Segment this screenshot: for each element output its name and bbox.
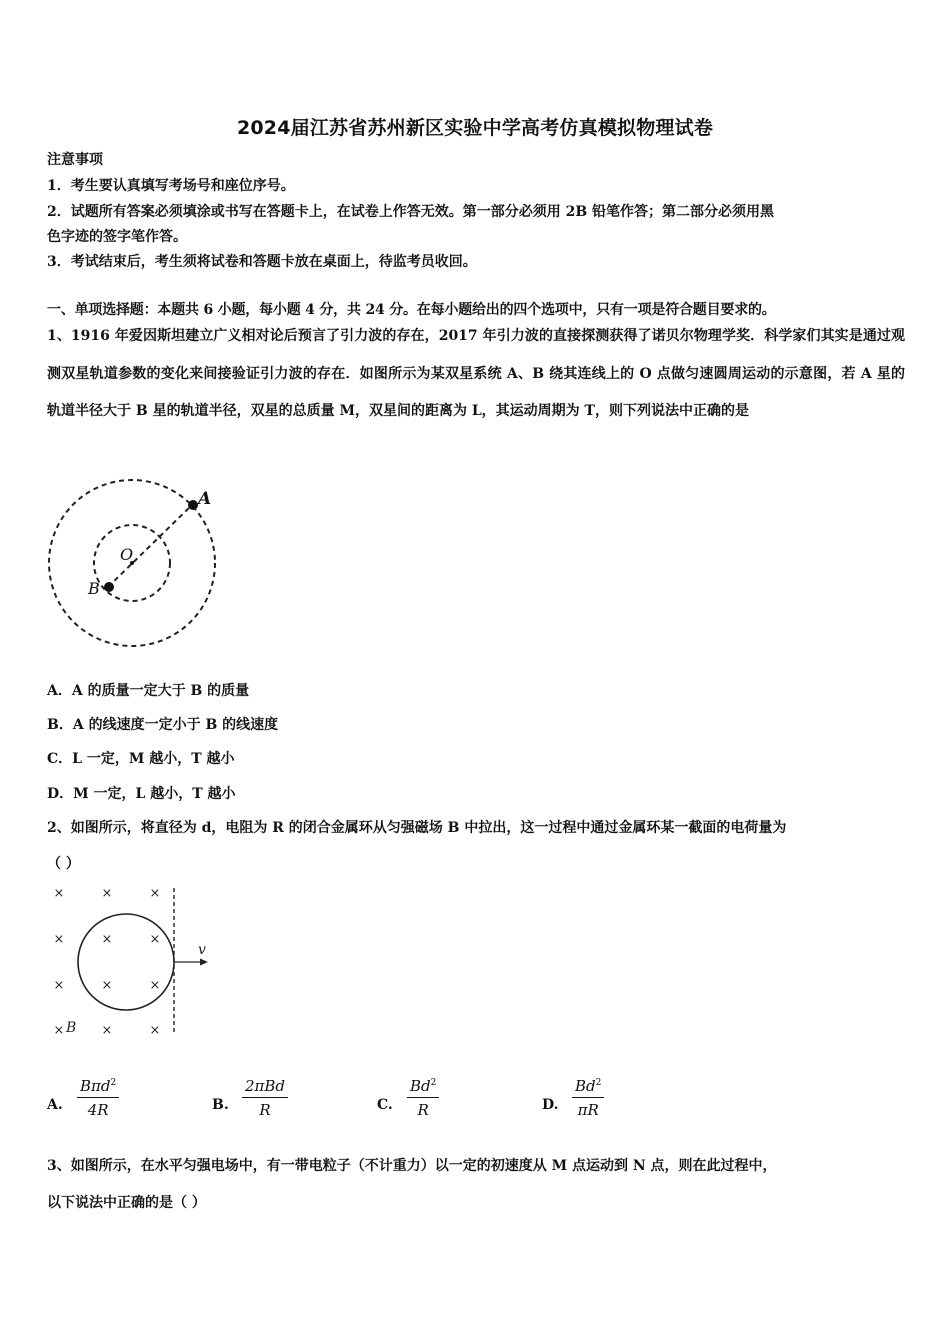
- q1-option-b[interactable]: B．A 的线速度一定小于 B 的线速度: [47, 717, 279, 733]
- label-o: O: [120, 545, 134, 564]
- page-title: 2024届江苏省苏州新区实验中学高考仿真模拟物理试卷: [236, 117, 714, 139]
- label-v: v: [198, 942, 206, 958]
- section-heading: 一、单项选择题：本题共 6 小题，每小题 4 分，共 24 分。在每小题给出的四个选项中，只有一项是符合题目要求的。: [47, 302, 776, 318]
- velocity-arrowhead: [200, 959, 208, 966]
- label-b: B: [88, 579, 100, 598]
- numerator: 2πBd: [245, 1077, 286, 1095]
- field-cross: ×: [53, 978, 65, 993]
- question-2-stem-cont: （ ）: [47, 856, 80, 872]
- option-letter: A.: [47, 1097, 63, 1113]
- field-cross: ×: [101, 932, 113, 947]
- denominator: R: [407, 1097, 439, 1120]
- q1-option-a[interactable]: A．A 的质量一定大于 B 的质量: [47, 683, 250, 699]
- field-cross: ×: [149, 978, 161, 993]
- q1-option-c[interactable]: C．L 一定，M 越小，T 越小: [47, 751, 235, 767]
- numerator: Bd: [410, 1077, 431, 1095]
- option-letter: B.: [212, 1097, 229, 1113]
- field-cross: ×: [149, 886, 161, 901]
- q1-binary-star-diagram: [40, 470, 230, 655]
- question-3-stem-cont: 以下说法中正确的是（ ）: [47, 1195, 206, 1211]
- question-1-stem: 1、1916 年爱因斯坦建立广义相对论后预言了引力波的存在，2017 年引力波的直接探测获得了诺贝尔物理学奖．科学家们其实是通过观测双星轨道参数的变化来间接验证引力波的存在．如图所示为某双星系统 A、B 绕其连线上的 O 点做匀速圆周运动的示意图，若 A 星的轨道半径大于 B 星的轨道半径，双星的总质量 M，双星间的距离为 L，其运动周期为 T，则下列说法中正确的是: [47, 328, 905, 419]
- exponent: 2: [110, 1078, 117, 1088]
- q2-magnetic-field-diagram: [44, 880, 219, 1040]
- field-cross: ×: [101, 886, 113, 901]
- notice-item-1: 1．考生要认真填写考场号和座位序号。: [47, 178, 295, 194]
- star-b-dot: [104, 582, 114, 592]
- field-cross: ×: [101, 1023, 113, 1038]
- field-cross: ×: [101, 978, 113, 993]
- star-a-dot: [188, 500, 198, 510]
- option-fraction: [242, 1072, 288, 1120]
- label-a: A: [198, 489, 212, 509]
- denominator: R: [242, 1097, 288, 1120]
- notice-item-2-cont: 色字迹的签字笔作答。: [47, 229, 187, 245]
- notice-item-2: 2．试题所有答案必须填涂或书写在答题卡上，在试卷上作答无效。第一部分必须用 2B 铅笔作答；第二部分必须用黑: [47, 204, 775, 220]
- field-cross: ×: [53, 886, 65, 901]
- field-cross: ×: [53, 932, 65, 947]
- field-cross: ×: [53, 1023, 65, 1038]
- question-2-stem: 2、如图所示，将直径为 d，电阻为 R 的闭合金属环从匀强磁场 B 中拉出，这一过程中通过金属环某一截面的电荷量为: [47, 820, 787, 836]
- exponent: 2: [595, 1078, 602, 1088]
- option-fraction: [407, 1072, 439, 1120]
- denominator: 4R: [77, 1097, 119, 1120]
- option-letter: D.: [542, 1097, 559, 1113]
- notice-heading: 注意事项: [47, 152, 103, 168]
- numerator: Bd: [575, 1077, 596, 1095]
- notice-item-3: 3．考试结束后，考生须将试卷和答题卡放在桌面上，待监考员收回。: [47, 254, 477, 270]
- option-fraction: [572, 1072, 604, 1120]
- label-b-field: B: [66, 1020, 77, 1036]
- exponent: 2: [430, 1078, 437, 1088]
- numerator: Bπd: [80, 1077, 111, 1095]
- field-cross: ×: [149, 932, 161, 947]
- question-3-stem: 3、如图所示，在水平匀强电场中，有一带电粒子（不计重力）以一定的初速度从 M 点运动到 N 点，则在此过程中，: [47, 1158, 777, 1174]
- metal-ring: [78, 914, 174, 1010]
- q1-option-d[interactable]: D．M 一定，L 越小，T 越小: [47, 786, 236, 802]
- field-cross: ×: [149, 1023, 161, 1038]
- option-fraction: [77, 1072, 119, 1120]
- option-letter: C.: [377, 1097, 393, 1113]
- denominator: πR: [572, 1097, 604, 1120]
